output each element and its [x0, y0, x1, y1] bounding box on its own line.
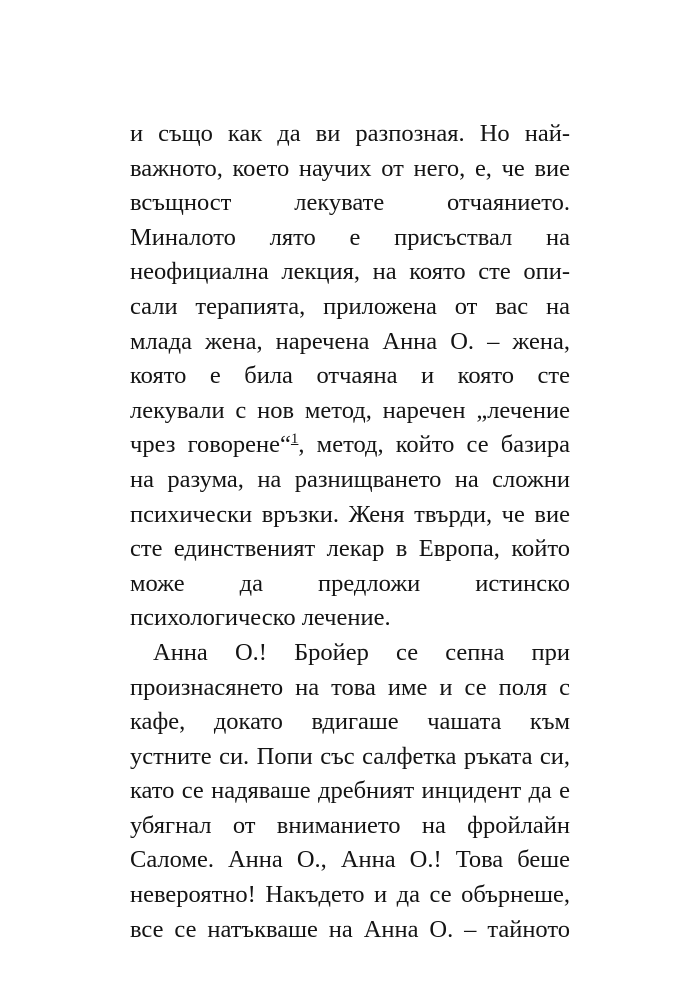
paragraph-first-line: Анна О.! Бройер се сепна при — [153, 638, 570, 666]
text-line: устните си. Попи със салфетка ръката си, — [130, 742, 570, 770]
text-line: Саломе. Анна О., Анна О.! Това беше — [130, 846, 570, 874]
text-line: може да предложи истинско — [130, 569, 570, 597]
text-line: която е била отчаяна и която сте — [130, 362, 570, 390]
text-line: невероятно! Накъдето и да се обърнеше, — [130, 881, 570, 909]
text-line: психологическо лечение. — [130, 604, 391, 632]
text-line: кафе, докато вдигаше чашата към — [130, 708, 570, 736]
text-line: важното, което научих от него, е, че вие — [130, 154, 570, 182]
text-line: на разума, на разнищването на сложни — [130, 465, 570, 493]
text-line: сали терапията, приложена от вас на — [130, 292, 570, 320]
text-line: като се надяваше дребният инцидент да е — [130, 777, 570, 805]
text-line: сте единственият лекар в Европа, който — [130, 535, 570, 563]
text-fragment: , метод, който се базира — [298, 431, 570, 459]
text-line: произнасянето на това име и се поля с — [130, 673, 570, 701]
body-text — [130, 117, 570, 947]
text-line: все се натъкваше на Анна О. – тайното — [130, 915, 570, 943]
text-line: Миналото лято е присъствал на — [130, 223, 570, 251]
text-line: и също как да ви разпозная. Но най- — [130, 120, 570, 147]
text-fragment: чрез говорене“ — [130, 431, 291, 459]
text-line: неофициална лекция, на която сте опи- — [130, 258, 570, 286]
text-line: всъщност лекувате отчаянието. — [130, 189, 570, 217]
footnote-reference[interactable]: 1 — [290, 431, 299, 448]
text-line: млада жена, наречена Анна О. – жена, — [130, 327, 570, 355]
text-line-with-footnote — [130, 428, 570, 463]
text-line: психически връзки. Женя твърди, че вие — [130, 500, 570, 528]
text-line: лекували с нов метод, наречен „лечение — [130, 396, 570, 424]
text-line: убягнал от вниманието на фройлайн — [130, 811, 570, 839]
